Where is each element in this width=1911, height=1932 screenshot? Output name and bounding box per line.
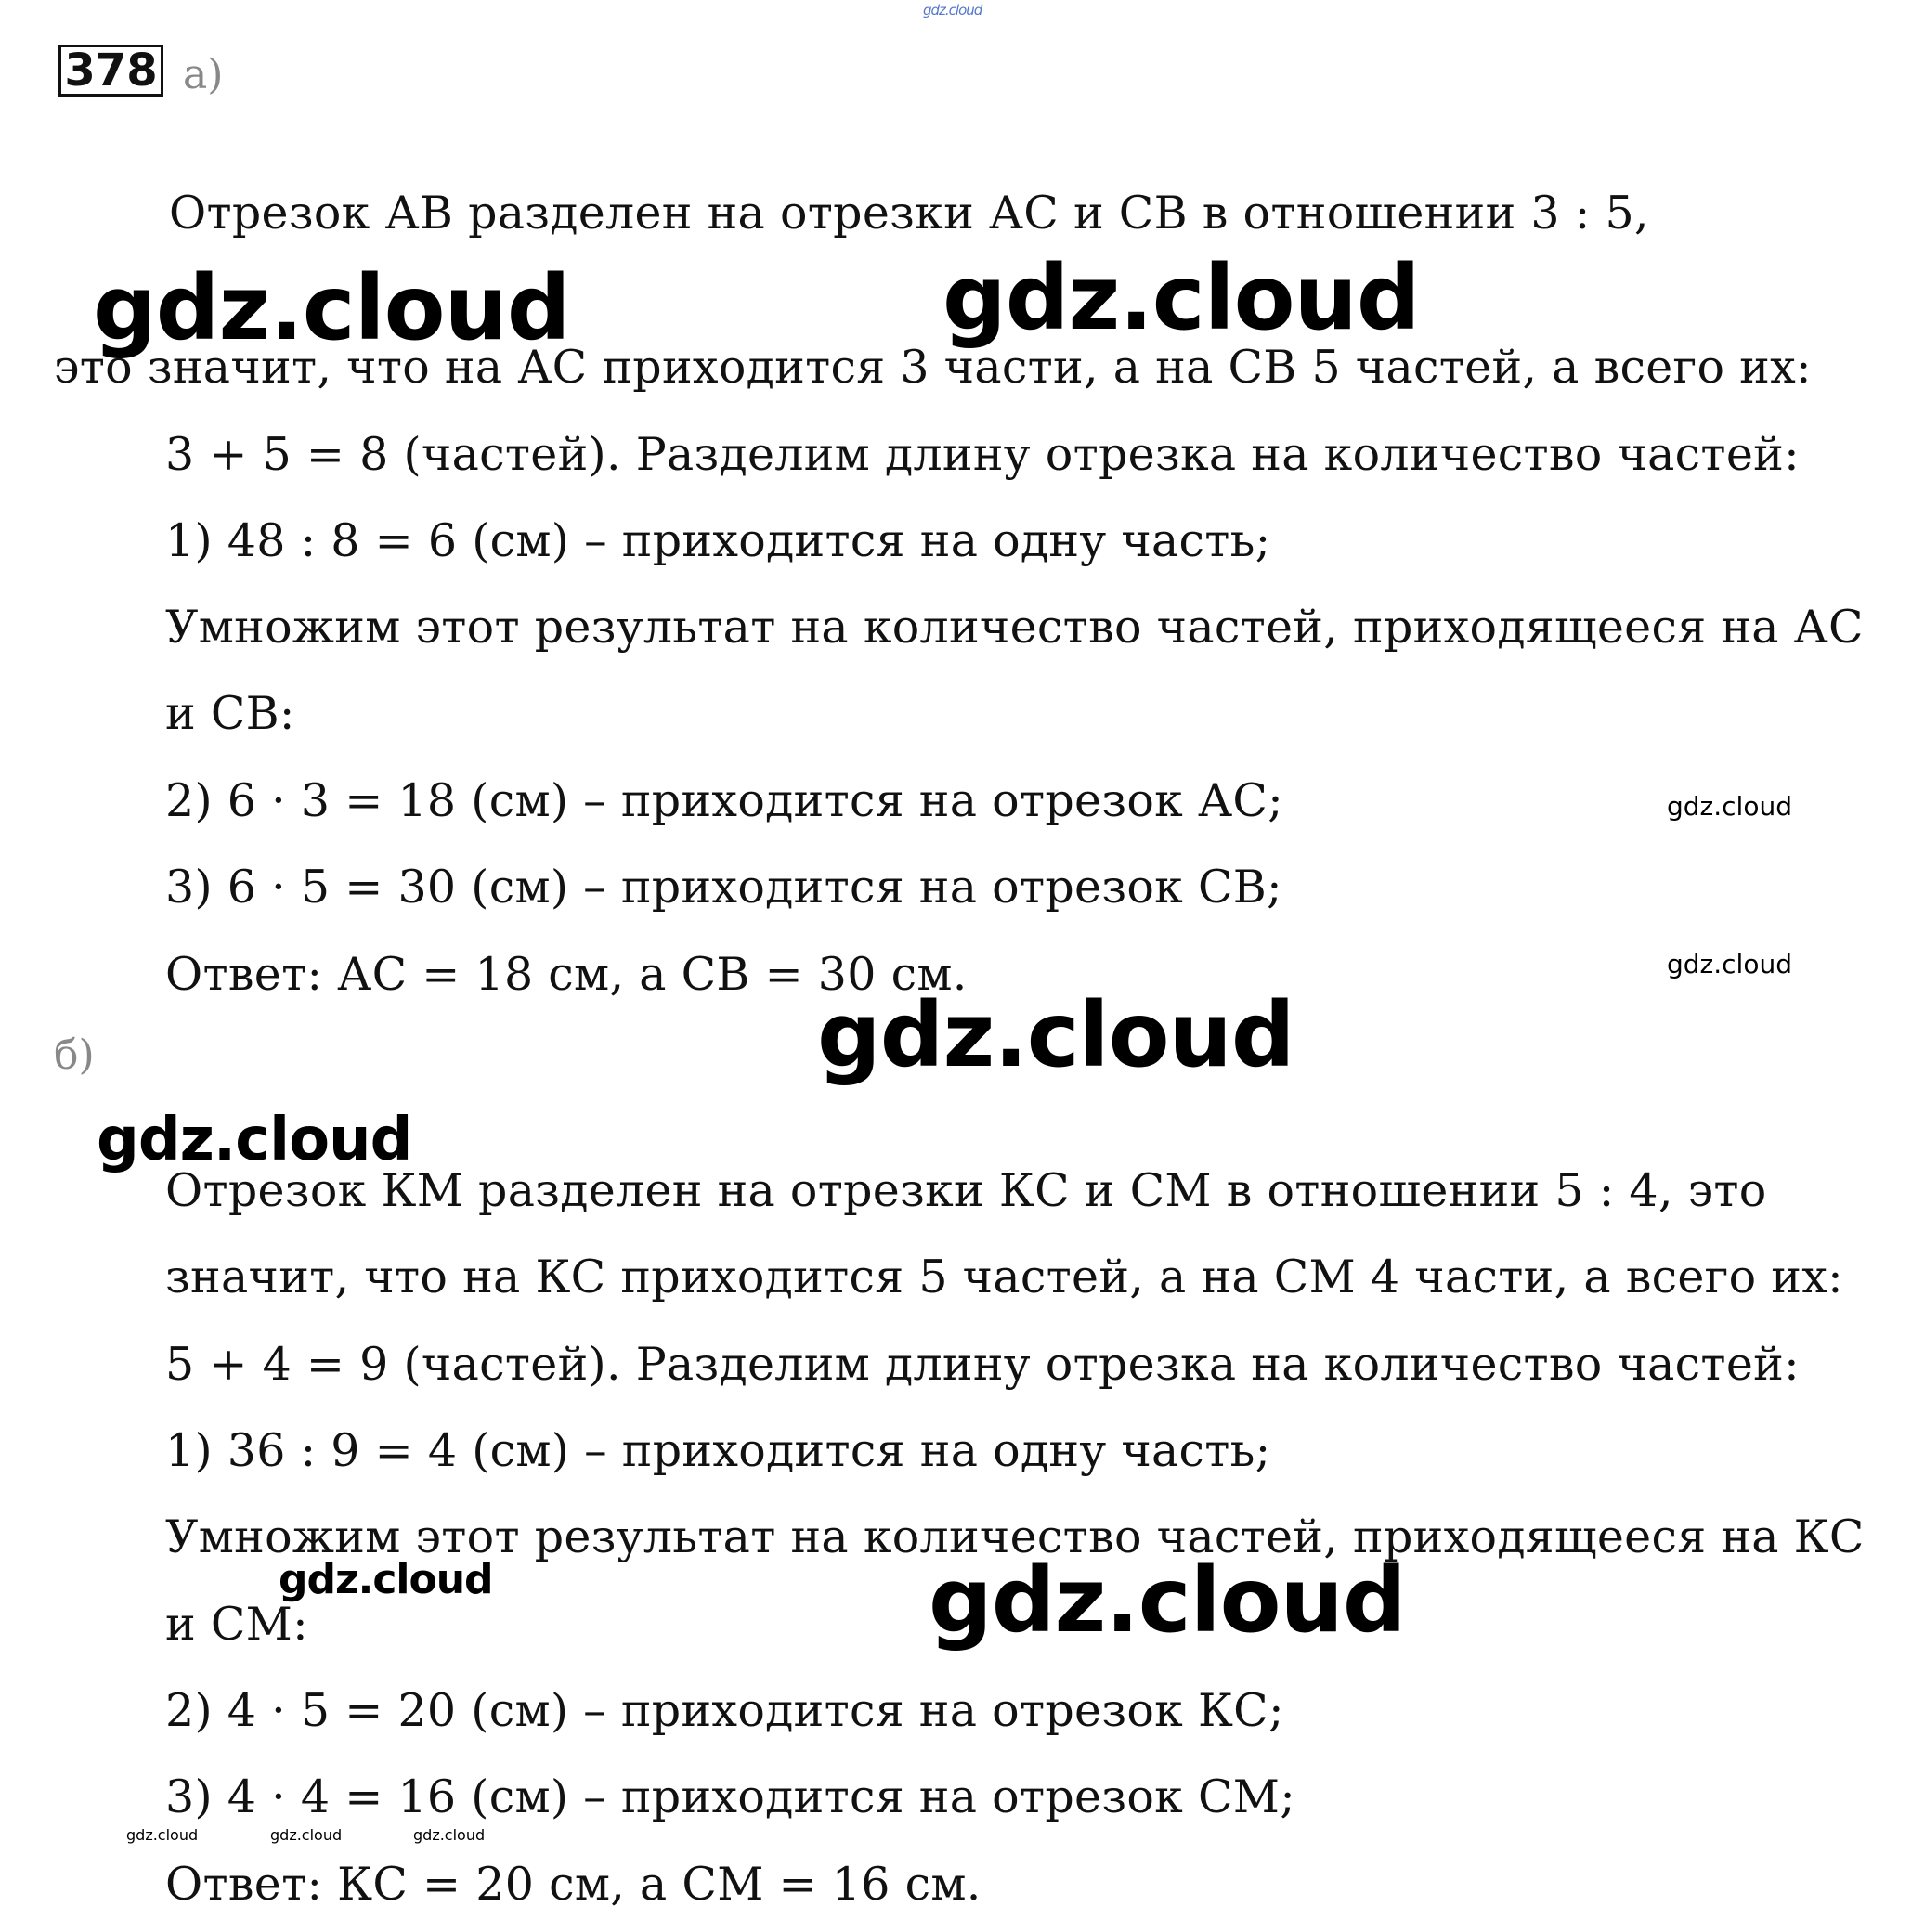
part-a-answer: Ответ: АС = 18 см, а СВ = 30 см. [165,948,968,1001]
part-a-line-7: 2) 6 · 3 = 18 (см) – приходится на отрезок АС; [165,774,1283,827]
part-b-line-3: 5 + 4 = 9 (частей). Разделим длину отрезка на количество частей: [165,1338,1800,1391]
part-b-line-2: значит, что на КС приходится 5 частей, а на СМ 4 части, а всего их: [165,1251,1843,1303]
watermark: gdz.cloud [929,1549,1406,1653]
watermark: gdz.cloud [413,1826,486,1844]
part-b-label: б) [54,1031,95,1079]
part-b-line-8: 3) 4 · 4 = 16 (см) – приходится на отрезок СМ; [165,1770,1296,1823]
part-b-line-1: Отрезок КМ разделен на отрезки КС и СМ в отношении 5 : 4, это [165,1164,1767,1217]
part-b-line-7: 2) 4 · 5 = 20 (см) – приходится на отрезок КС; [165,1684,1284,1737]
watermark: gdz.cloud [279,1556,493,1603]
part-b-line-6: и СМ: [165,1598,308,1651]
watermark: gdz.cloud [923,2,982,19]
part-a-label: а) [183,51,224,98]
watermark: gdz.cloud [942,246,1420,350]
part-b-line-5: Умножим этот результат на количество частей, приходящееся на КС [165,1511,1865,1563]
watermark: gdz.cloud [97,1106,412,1174]
watermark: gdz.cloud [126,1826,199,1844]
watermark: gdz.cloud [1667,791,1792,822]
problem-number: 378 [58,45,163,97]
part-a-line-8: 3) 6 · 5 = 30 (см) – приходится на отрезок СВ; [165,861,1282,914]
part-a-line-5: Умножим этот результат на количество частей, приходящееся на АС [165,601,1864,654]
watermark: gdz.cloud [817,983,1294,1087]
part-b-line-4: 1) 36 : 9 = 4 (см) – приходится на одну часть; [165,1424,1271,1477]
part-a-line-1: Отрезок АВ разделен на отрезки АС и СВ в отношении 3 : 5, [169,187,1649,240]
part-a-line-4: 1) 48 : 8 = 6 (см) – приходится на одну часть; [165,514,1271,567]
part-a-line-2: это значит, что на АС приходится 3 части, а на СВ 5 частей, а всего их: [54,341,1812,394]
part-a-line-3: 3 + 5 = 8 (частей). Разделим длину отрезка на количество частей: [165,428,1800,481]
watermark: gdz.cloud [93,256,570,360]
watermark: gdz.cloud [270,1826,343,1844]
part-b-answer: Ответ: КС = 20 см, а СМ = 16 см. [165,1858,982,1911]
watermark: gdz.cloud [1667,949,1792,979]
part-a-line-6: и СВ: [165,687,295,740]
